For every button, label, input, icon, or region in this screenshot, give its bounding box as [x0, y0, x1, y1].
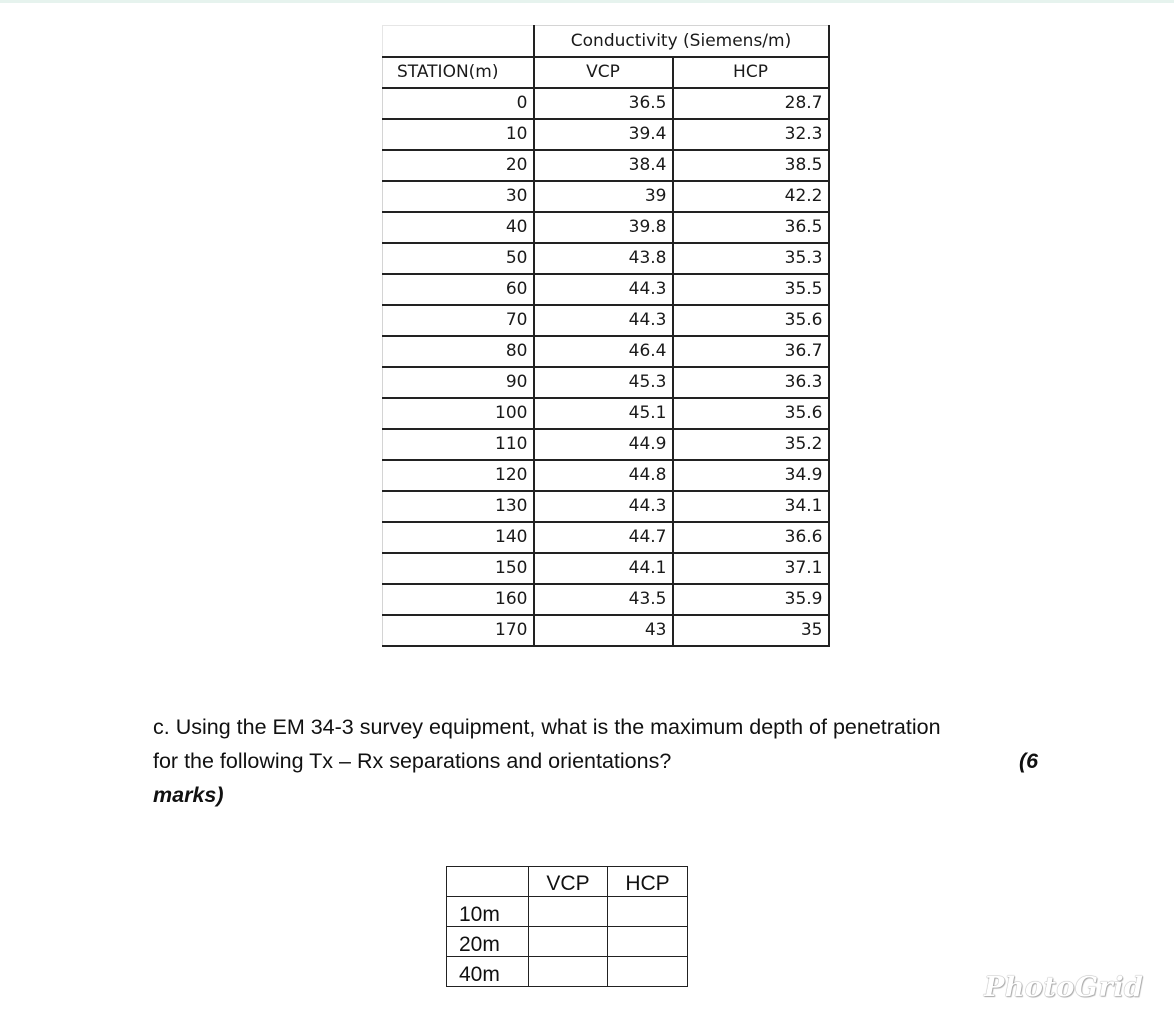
hcp-cell: 35.6 — [673, 305, 829, 336]
station-cell: 0 — [383, 88, 534, 119]
station-cell: 160 — [383, 584, 534, 615]
vcp-cell: 36.5 — [534, 88, 673, 119]
vcp-answer-cell — [529, 897, 608, 927]
station-cell: 30 — [383, 181, 534, 212]
station-cell: 20 — [383, 150, 534, 181]
marks-label-open: (6 — [1019, 749, 1039, 773]
vcp-cell: 44.3 — [534, 305, 673, 336]
table-row — [383, 212, 829, 243]
vcp-cell: 46.4 — [534, 336, 673, 367]
hcp-cell: 32.3 — [673, 119, 829, 150]
table-row — [383, 367, 829, 398]
table-row — [383, 181, 829, 212]
vcp-cell: 43 — [534, 615, 673, 646]
station-cell: 130 — [383, 491, 534, 522]
conductivity-table — [382, 25, 830, 647]
vcp-cell: 44.9 — [534, 429, 673, 460]
table-row — [383, 274, 829, 305]
table-row — [383, 429, 829, 460]
answer-corner-cell — [447, 867, 529, 897]
station-cell: 70 — [383, 305, 534, 336]
station-cell: 80 — [383, 336, 534, 367]
table-row — [383, 584, 829, 615]
hcp-cell: 35.2 — [673, 429, 829, 460]
answer-table — [446, 866, 688, 987]
vcp-cell: 45.3 — [534, 367, 673, 398]
hcp-cell: 35.6 — [673, 398, 829, 429]
vcp-cell: 45.1 — [534, 398, 673, 429]
vcp-cell: 39.4 — [534, 119, 673, 150]
vcp-cell: 44.3 — [534, 274, 673, 305]
vcp-cell: 39.8 — [534, 212, 673, 243]
table-row — [383, 460, 829, 491]
vcp-cell: 43.5 — [534, 584, 673, 615]
table-row — [383, 615, 829, 646]
station-cell: 10 — [383, 119, 534, 150]
top-strip — [0, 0, 1174, 3]
hcp-answer-cell — [608, 897, 688, 927]
vcp-answer-cell — [529, 957, 608, 987]
station-cell: 100 — [383, 398, 534, 429]
vcp-cell: 44.3 — [534, 491, 673, 522]
station-cell: 60 — [383, 274, 534, 305]
separation-cell: 20m — [447, 927, 529, 957]
hcp-cell: 37.1 — [673, 553, 829, 584]
hcp-cell: 35.9 — [673, 584, 829, 615]
answer-row — [447, 927, 688, 957]
column-header-vcp: VCP — [534, 57, 673, 88]
hcp-answer-cell — [608, 957, 688, 987]
vcp-cell: 44.7 — [534, 522, 673, 553]
hcp-cell: 38.5 — [673, 150, 829, 181]
table-row — [383, 88, 829, 119]
answer-header-vcp: VCP — [529, 867, 608, 897]
photogrid-watermark: PhotoGrid — [984, 972, 1144, 1003]
table-row — [383, 150, 829, 181]
hcp-cell: 34.9 — [673, 460, 829, 491]
hcp-cell: 35.5 — [673, 274, 829, 305]
vcp-answer-cell — [529, 927, 608, 957]
station-cell: 170 — [383, 615, 534, 646]
hcp-cell: 28.7 — [673, 88, 829, 119]
separation-cell: 40m — [447, 957, 529, 987]
table-row — [383, 491, 829, 522]
hcp-cell: 36.6 — [673, 522, 829, 553]
hcp-cell: 36.7 — [673, 336, 829, 367]
hcp-cell: 34.1 — [673, 491, 829, 522]
answer-header-row — [447, 867, 688, 897]
hcp-answer-cell — [608, 927, 688, 957]
marks-label-close: marks) — [153, 783, 224, 807]
station-cell: 140 — [383, 522, 534, 553]
question-text — [153, 710, 1083, 807]
answer-row — [447, 957, 688, 987]
station-cell: 50 — [383, 243, 534, 274]
table-row — [383, 522, 829, 553]
station-cell: 110 — [383, 429, 534, 460]
station-cell: 90 — [383, 367, 534, 398]
table-column-header-row — [383, 57, 829, 88]
hcp-cell: 35 — [673, 615, 829, 646]
station-cell: 40 — [383, 212, 534, 243]
vcp-cell: 43.8 — [534, 243, 673, 274]
table-row — [383, 336, 829, 367]
hcp-cell: 36.5 — [673, 212, 829, 243]
hcp-cell: 42.2 — [673, 181, 829, 212]
column-header-station: STATION(m) — [383, 57, 534, 88]
column-header-hcp: HCP — [673, 57, 829, 88]
conductivity-group-header: Conductivity (Siemens/m) — [534, 26, 829, 57]
vcp-cell: 44.1 — [534, 553, 673, 584]
separation-cell: 10m — [447, 897, 529, 927]
answer-header-hcp: HCP — [608, 867, 688, 897]
table-row — [383, 119, 829, 150]
question-line-1: c. Using the EM 34-3 survey equipment, what is the maximum depth of penetration — [153, 715, 941, 739]
station-cell: 150 — [383, 553, 534, 584]
vcp-cell: 38.4 — [534, 150, 673, 181]
hcp-cell: 35.3 — [673, 243, 829, 274]
station-cell: 120 — [383, 460, 534, 491]
table-row — [383, 243, 829, 274]
table-row — [383, 553, 829, 584]
hcp-cell: 36.3 — [673, 367, 829, 398]
table-row — [383, 398, 829, 429]
vcp-cell: 39 — [534, 181, 673, 212]
question-line-2: for the following Tx – Rx separations and orientations? — [153, 749, 672, 773]
vcp-cell: 44.8 — [534, 460, 673, 491]
table-group-header-row — [383, 26, 829, 57]
answer-row — [447, 897, 688, 927]
table-corner-cell — [383, 26, 534, 57]
table-row — [383, 305, 829, 336]
